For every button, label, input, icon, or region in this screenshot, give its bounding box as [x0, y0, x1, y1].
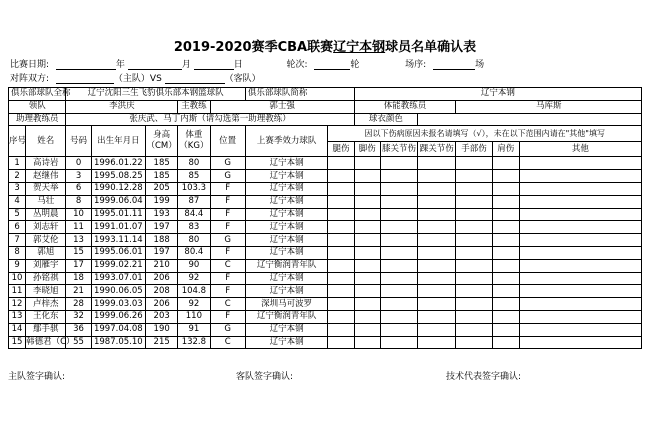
- player-position: C: [210, 259, 245, 272]
- injury-cell[interactable]: [492, 285, 519, 298]
- player-number: 18: [66, 272, 91, 285]
- player-weight: 80: [178, 157, 210, 170]
- injury-cell[interactable]: [380, 272, 417, 285]
- player-number: 55: [66, 336, 91, 349]
- page-title: 2019-2020赛季CBA联赛辽宁本钢球员名单确认表: [173, 40, 477, 55]
- player-name: 丛明晨: [26, 208, 66, 221]
- player-dob: 1999.03.03: [91, 298, 145, 311]
- col-injury-ankle: 踝关节伤: [418, 142, 456, 157]
- injury-cell[interactable]: [380, 310, 417, 323]
- player-height: 188: [146, 234, 178, 247]
- injury-cell[interactable]: [354, 195, 380, 208]
- col-number: 号码: [66, 126, 91, 157]
- injury-cell[interactable]: [354, 323, 380, 336]
- venue-label: 场序:: [405, 60, 427, 70]
- player-last-team: 辽宁衡润青年队: [245, 259, 328, 272]
- injury-cell[interactable]: [328, 323, 354, 336]
- player-number: 17: [66, 259, 91, 272]
- injury-cell[interactable]: [328, 170, 354, 183]
- player-no: 8: [9, 246, 26, 259]
- player-height: 185: [146, 170, 178, 183]
- player-no: 10: [9, 272, 26, 285]
- player-last-team: 辽宁本钢: [245, 285, 328, 298]
- player-height: 208: [146, 285, 178, 298]
- col-injury-other: 其他: [519, 142, 641, 157]
- injury-cell[interactable]: [328, 208, 354, 221]
- injury-cell[interactable]: [519, 298, 641, 311]
- date-label: 比赛日期:: [10, 60, 50, 70]
- injury-cell[interactable]: [380, 285, 417, 298]
- player-weight: 85: [178, 170, 210, 183]
- player-dob: 1991.01.07: [91, 221, 145, 234]
- player-height: 205: [146, 182, 178, 195]
- injury-cell[interactable]: [418, 298, 456, 311]
- injury-cell[interactable]: [456, 182, 492, 195]
- player-weight: 80.4: [178, 246, 210, 259]
- roster-table: [8, 87, 642, 349]
- injury-cell[interactable]: [492, 221, 519, 234]
- player-weight: 87: [178, 195, 210, 208]
- player-position: F: [210, 310, 245, 323]
- player-dob: 1999.06.26: [91, 310, 145, 323]
- col-name: 姓名: [26, 126, 66, 157]
- player-last-team: 辽宁本钢: [245, 195, 328, 208]
- injury-cell[interactable]: [418, 234, 456, 247]
- injury-cell[interactable]: [328, 285, 354, 298]
- home-label: （主队）VS: [113, 74, 162, 84]
- player-position: F: [210, 182, 245, 195]
- player-name: 郭旭: [26, 246, 66, 259]
- player-row: [9, 221, 642, 234]
- player-weight: 90: [178, 259, 210, 272]
- injury-cell[interactable]: [418, 246, 456, 259]
- injury-cell[interactable]: [519, 170, 641, 183]
- player-number: 13: [66, 234, 91, 247]
- player-dob: 1993.07.01: [91, 272, 145, 285]
- player-weight: 110: [178, 310, 210, 323]
- injury-cell[interactable]: [492, 310, 519, 323]
- col-weight: 体重 （KG）: [178, 126, 210, 157]
- player-weight: 80: [178, 234, 210, 247]
- player-name: 李晓旭: [26, 285, 66, 298]
- player-height: 199: [146, 195, 178, 208]
- injury-cell[interactable]: [380, 234, 417, 247]
- player-no: 14: [9, 323, 26, 336]
- player-no: 6: [9, 221, 26, 234]
- player-no: 4: [9, 195, 26, 208]
- injury-cell[interactable]: [418, 272, 456, 285]
- injury-cell[interactable]: [418, 259, 456, 272]
- injury-cell[interactable]: [519, 323, 641, 336]
- player-no: 2: [9, 170, 26, 183]
- jersey-color-value: [418, 113, 642, 126]
- injury-cell[interactable]: [456, 246, 492, 259]
- injury-cell[interactable]: [456, 272, 492, 285]
- player-height: 197: [146, 221, 178, 234]
- injury-cell[interactable]: [519, 208, 641, 221]
- player-row: [9, 259, 642, 272]
- injury-cell[interactable]: [519, 285, 641, 298]
- player-weight: 83: [178, 221, 210, 234]
- player-height: 203: [146, 310, 178, 323]
- player-dob: 1987.05.10: [91, 336, 145, 349]
- player-number: 11: [66, 221, 91, 234]
- player-last-team: 辽宁本钢: [245, 246, 328, 259]
- player-height: 206: [146, 272, 178, 285]
- club-name-row: [9, 88, 642, 101]
- injury-cell[interactable]: [456, 310, 492, 323]
- player-name: 高诗岩: [26, 157, 66, 170]
- injury-cell[interactable]: [418, 157, 456, 170]
- injury-cell[interactable]: [456, 336, 492, 349]
- injury-cell[interactable]: [354, 221, 380, 234]
- leader-value: 李洪庆: [66, 100, 178, 113]
- col-height: 身高 （CM）: [146, 126, 178, 157]
- injury-cell[interactable]: [418, 285, 456, 298]
- injury-cell[interactable]: [456, 195, 492, 208]
- injury-cell[interactable]: [328, 298, 354, 311]
- injury-cell[interactable]: [418, 170, 456, 183]
- player-name: 王化东: [26, 310, 66, 323]
- player-position: F: [210, 272, 245, 285]
- injury-cell[interactable]: [492, 323, 519, 336]
- injury-cell[interactable]: [354, 170, 380, 183]
- injury-cell[interactable]: [354, 298, 380, 311]
- round-unit: 轮: [350, 60, 360, 70]
- injury-cell[interactable]: [519, 310, 641, 323]
- player-row: [9, 310, 642, 323]
- injury-cell[interactable]: [354, 234, 380, 247]
- short-name-value: 辽宁本钢: [354, 88, 641, 101]
- col-no: 序号: [9, 126, 26, 157]
- player-number: 10: [66, 208, 91, 221]
- injury-cell[interactable]: [354, 246, 380, 259]
- player-number: 0: [66, 157, 91, 170]
- injury-cell[interactable]: [380, 208, 417, 221]
- injury-cell[interactable]: [328, 157, 354, 170]
- assistants-value: 张庆武、马丁内斯（请勾选第一助理教练）: [66, 113, 354, 126]
- player-position: F: [210, 285, 245, 298]
- col-injury-hand: 手部伤: [456, 142, 492, 157]
- staff-row: [9, 100, 642, 113]
- injury-cell[interactable]: [380, 259, 417, 272]
- injury-cell[interactable]: [492, 234, 519, 247]
- player-position: F: [210, 221, 245, 234]
- injury-cell[interactable]: [354, 182, 380, 195]
- player-last-team: 辽宁本钢: [245, 182, 328, 195]
- injury-cell[interactable]: [328, 310, 354, 323]
- injury-cell[interactable]: [456, 285, 492, 298]
- injury-cell[interactable]: [328, 234, 354, 247]
- injury-cell[interactable]: [492, 170, 519, 183]
- player-no: 5: [9, 208, 26, 221]
- injury-cell[interactable]: [492, 157, 519, 170]
- injury-cell[interactable]: [380, 195, 417, 208]
- player-height: 215: [146, 336, 178, 349]
- injury-cell[interactable]: [328, 336, 354, 349]
- player-dob: 1993.11.14: [91, 234, 145, 247]
- player-row: [9, 285, 642, 298]
- injury-cell[interactable]: [418, 221, 456, 234]
- player-last-team: 辽宁本钢: [245, 336, 328, 349]
- injury-cell[interactable]: [492, 259, 519, 272]
- player-name: 马壮: [26, 195, 66, 208]
- col-position: 位置: [210, 126, 245, 157]
- injury-cell[interactable]: [328, 221, 354, 234]
- injury-cell[interactable]: [519, 195, 641, 208]
- injury-cell[interactable]: [380, 323, 417, 336]
- tech-signature: 技术代表签字确认:: [446, 372, 522, 382]
- player-last-team: 辽宁本钢: [245, 272, 328, 285]
- player-row: [9, 208, 642, 221]
- player-rows: [9, 157, 642, 349]
- month-label: 月: [181, 60, 191, 70]
- player-height: 197: [146, 246, 178, 259]
- player-weight: 104.8: [178, 285, 210, 298]
- injury-cell[interactable]: [456, 323, 492, 336]
- player-row: [9, 157, 642, 170]
- assistants-row: [9, 113, 642, 126]
- player-last-team: 辽宁本钢: [245, 323, 328, 336]
- player-position: G: [210, 157, 245, 170]
- player-number: 28: [66, 298, 91, 311]
- player-number: 32: [66, 310, 91, 323]
- away-label: （客队）: [224, 74, 261, 84]
- player-dob: 1995.06.01: [91, 246, 145, 259]
- player-dob: 1999.06.04: [91, 195, 145, 208]
- injury-cell[interactable]: [328, 246, 354, 259]
- home-signature: 主队签字确认:: [8, 372, 66, 382]
- col-injury-shoulder: 肩伤: [492, 142, 519, 157]
- injury-cell[interactable]: [380, 170, 417, 183]
- full-name-value: 辽宁沈阳三生飞豹俱乐部本钢篮球队: [66, 88, 245, 101]
- player-position: F: [210, 195, 245, 208]
- injury-cell[interactable]: [492, 208, 519, 221]
- injury-cell[interactable]: [380, 336, 417, 349]
- full-name-label: 俱乐部球队全称: [9, 88, 66, 101]
- player-last-team: 深圳马可波罗: [245, 298, 328, 311]
- player-no: 9: [9, 259, 26, 272]
- injury-cell[interactable]: [328, 272, 354, 285]
- venue-unit: 场: [475, 60, 485, 70]
- player-name: 韩德君（C）: [26, 336, 75, 347]
- injury-cell[interactable]: [354, 272, 380, 285]
- player-number: 15: [66, 246, 91, 259]
- col-last-team: 上赛季效力球队: [245, 126, 328, 157]
- injury-cell[interactable]: [328, 259, 354, 272]
- injury-cell[interactable]: [456, 298, 492, 311]
- player-no: 12: [9, 298, 26, 311]
- player-dob: 1997.04.08: [91, 323, 145, 336]
- fitness-coach-value: 马库斯: [456, 100, 642, 113]
- player-row: [9, 298, 642, 311]
- player-row: [9, 182, 642, 195]
- player-name: 鄢手骐: [26, 323, 66, 336]
- player-position: C: [210, 336, 245, 349]
- player-dob: 1995.08.25: [91, 170, 145, 183]
- player-position: C: [210, 298, 245, 311]
- jersey-color-label: 球衣颜色: [354, 113, 417, 126]
- player-name: 孙铭祺: [26, 272, 66, 285]
- player-last-team: 辽宁本钢: [245, 234, 328, 247]
- injury-cell[interactable]: [354, 157, 380, 170]
- col-injury-foot: 脚伤: [354, 142, 380, 157]
- injury-cell[interactable]: [418, 182, 456, 195]
- injury-cell[interactable]: [418, 208, 456, 221]
- col-injury-knee: 膝关节伤: [380, 142, 417, 157]
- injury-cell[interactable]: [492, 336, 519, 349]
- player-no: 1: [9, 157, 26, 170]
- injury-cell[interactable]: [456, 259, 492, 272]
- player-height: 210: [146, 259, 178, 272]
- player-dob: 1996.01.22: [91, 157, 145, 170]
- player-last-team: 辽宁本钢: [245, 208, 328, 221]
- sides-label: 对阵双方:: [10, 74, 50, 84]
- col-dob: 出生年月日: [91, 126, 145, 157]
- injury-cell[interactable]: [456, 170, 492, 183]
- player-row: [9, 195, 642, 208]
- player-last-team: 辽宁衡润青年队: [245, 310, 328, 323]
- player-number: 3: [66, 170, 91, 183]
- injury-cell[interactable]: [380, 246, 417, 259]
- assistants-label: 助理教练员: [9, 113, 66, 126]
- injury-note: 因以下伤病原因未报名请填写（√），未在以下范围内请在"其他"填写: [328, 126, 642, 142]
- injury-cell[interactable]: [492, 246, 519, 259]
- player-number: 36: [66, 323, 91, 336]
- player-no: 11: [9, 285, 26, 298]
- player-height: 193: [146, 208, 178, 221]
- player-row: [9, 323, 642, 336]
- player-last-team: 辽宁本钢: [245, 221, 328, 234]
- injury-cell[interactable]: [354, 336, 380, 349]
- injury-cell[interactable]: [492, 182, 519, 195]
- player-name: 赵继伟: [26, 170, 66, 183]
- player-name: 刘志轩: [26, 221, 66, 234]
- player-weight: 132.8: [178, 336, 210, 349]
- player-weight: 84.4: [178, 208, 210, 221]
- injury-cell[interactable]: [418, 336, 456, 349]
- player-weight: 92: [178, 298, 210, 311]
- injury-cell[interactable]: [456, 208, 492, 221]
- year-label: 年: [115, 60, 125, 70]
- player-name: 刘雁宇: [26, 259, 66, 272]
- head-coach-label: 主教练: [178, 100, 210, 113]
- player-row: [9, 246, 642, 259]
- sides-line: [10, 71, 261, 84]
- injury-cell[interactable]: [328, 195, 354, 208]
- short-name-label: 俱乐部球队简称: [245, 88, 354, 101]
- injury-cell[interactable]: [418, 195, 456, 208]
- round-label: 轮次:: [286, 60, 308, 70]
- player-dob: 1990.12.28: [91, 182, 145, 195]
- player-row: [9, 234, 642, 247]
- player-weight: 92: [178, 272, 210, 285]
- player-number: 21: [66, 285, 91, 298]
- fitness-coach-label: 体能教练员: [354, 100, 456, 113]
- injury-cell[interactable]: [519, 336, 641, 349]
- injury-cell[interactable]: [354, 259, 380, 272]
- injury-cell[interactable]: [456, 234, 492, 247]
- player-row: [9, 336, 642, 349]
- player-weight: 91: [178, 323, 210, 336]
- player-position: F: [210, 208, 245, 221]
- injury-cell[interactable]: [354, 208, 380, 221]
- player-last-team: 辽宁本钢: [245, 170, 328, 183]
- injury-cell[interactable]: [354, 310, 380, 323]
- player-name: 贺天举: [26, 182, 66, 195]
- player-position: G: [210, 234, 245, 247]
- injury-cell[interactable]: [354, 285, 380, 298]
- injury-cell[interactable]: [456, 157, 492, 170]
- injury-cell[interactable]: [418, 323, 456, 336]
- injury-cell[interactable]: [380, 298, 417, 311]
- injury-cell[interactable]: [380, 221, 417, 234]
- player-name: 卢梓杰: [26, 298, 66, 311]
- injury-cell[interactable]: [492, 272, 519, 285]
- player-number: 8: [66, 195, 91, 208]
- injury-cell[interactable]: [519, 157, 641, 170]
- player-weight: 103.3: [178, 182, 210, 195]
- day-label: 日: [233, 60, 243, 70]
- player-dob: 1990.06.05: [91, 285, 145, 298]
- injury-cell[interactable]: [380, 182, 417, 195]
- injury-cell[interactable]: [380, 157, 417, 170]
- header-row: [9, 126, 642, 142]
- player-height: 185: [146, 157, 178, 170]
- player-row: [9, 272, 642, 285]
- injury-cell[interactable]: [519, 259, 641, 272]
- player-position: F: [210, 246, 245, 259]
- injury-cell[interactable]: [519, 246, 641, 259]
- head-coach-value: 郭士强: [210, 100, 354, 113]
- injury-cell[interactable]: [519, 182, 641, 195]
- col-injury-leg: 腿伤: [328, 142, 354, 157]
- player-position: G: [210, 170, 245, 183]
- injury-cell[interactable]: [492, 195, 519, 208]
- player-row: [9, 170, 642, 183]
- player-last-team: 辽宁本钢: [245, 157, 328, 170]
- player-height: 190: [146, 323, 178, 336]
- injury-cell[interactable]: [492, 298, 519, 311]
- player-position: G: [210, 323, 245, 336]
- player-no: 15: [9, 336, 26, 349]
- player-dob: 1999.02.21: [91, 259, 145, 272]
- player-number: 6: [66, 182, 91, 195]
- leader-label: 领队: [9, 100, 66, 113]
- injury-cell[interactable]: [519, 221, 641, 234]
- match-info-line: [10, 57, 484, 70]
- player-dob: 1995.01.11: [91, 208, 145, 221]
- player-no: 7: [9, 234, 26, 247]
- player-height: 206: [146, 298, 178, 311]
- injury-cell[interactable]: [418, 310, 456, 323]
- player-no: 13: [9, 310, 26, 323]
- injury-cell[interactable]: [328, 182, 354, 195]
- player-name: 郭艾伦: [26, 234, 66, 247]
- injury-cell[interactable]: [519, 272, 641, 285]
- injury-cell[interactable]: [456, 221, 492, 234]
- away-signature: 客队签字确认:: [236, 372, 294, 382]
- injury-cell[interactable]: [519, 234, 641, 247]
- player-no: 3: [9, 182, 26, 195]
